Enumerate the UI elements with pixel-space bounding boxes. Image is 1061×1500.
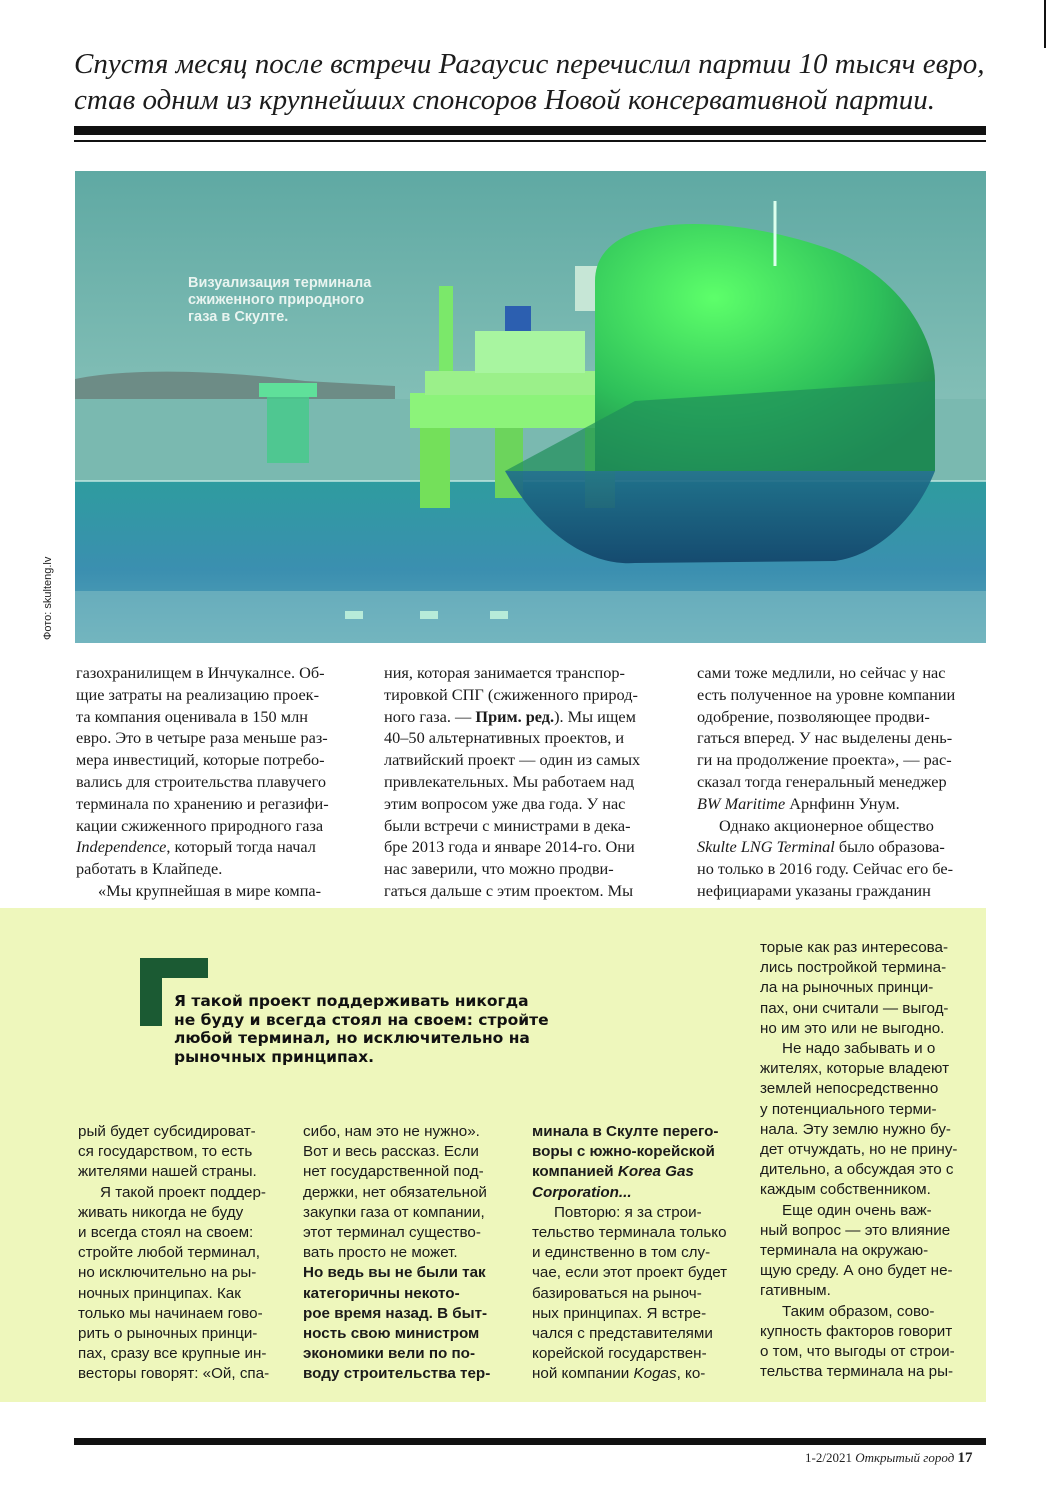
question-line: рое время назад. В быт- [303, 1304, 488, 1322]
article-column-3 [697, 662, 955, 902]
vessel-name: Independence [76, 837, 167, 857]
text-line: BW Maritime Арнфинн Унум. [697, 793, 900, 813]
text-line: тельства терминала на ры- [760, 1363, 954, 1381]
text-line: каждым собственником. [760, 1181, 931, 1199]
text-line: Еще один очень важ- [782, 1201, 932, 1219]
text-line: мера инвестиций, которые потребо- [76, 750, 325, 770]
text-line: Не надо забывать и о [782, 1040, 936, 1058]
text-line: ных принципах. Я встре- [532, 1304, 707, 1322]
text-line: только мы начинаем гово- [78, 1304, 263, 1322]
text-line: Вот и весь рассказ. Если [303, 1143, 479, 1161]
text-line: этим вопросом уже два года. У нас [384, 793, 626, 813]
question-line: минала в Скулте перего- [532, 1123, 719, 1140]
text-line: весторы говорят: «Ой, спа- [78, 1365, 270, 1383]
text-line: но исключительно на ры- [78, 1264, 257, 1282]
text-line: лись постройкой термина- [760, 959, 947, 977]
text-line: но только в 2016 году. Сейчас его бе- [697, 859, 953, 879]
photo-caption-line: Визуализация терминала [188, 275, 372, 291]
text-line: ги на продолжение проекта», — рас- [697, 750, 952, 770]
text-line: та компания оценивала в 150 млн [76, 706, 308, 726]
text-line: ной компании Kogas, ко- [532, 1365, 706, 1383]
question-line: экономики вели по по- [303, 1345, 476, 1363]
text-line: были встречи с министрами в дека- [384, 815, 631, 835]
pullquote-line: став одним из крупнейших спонсоров Новой консервативной партии. [74, 84, 936, 116]
question-line: категоричны некото- [303, 1284, 460, 1302]
text-line: живать никогда не буду [78, 1203, 244, 1221]
text-line: тельство терминала только [532, 1224, 727, 1242]
box-column-2 [303, 1122, 490, 1385]
text-line: ся государством, то есть [78, 1143, 253, 1161]
text-line: рить о рыночных принци- [78, 1325, 258, 1343]
text-line: базироваться на рыноч- [532, 1284, 702, 1302]
text-line: ного газа. — Прим. ред.). Мы ищем [384, 706, 636, 726]
text-line: сами тоже медлили, но сейчас у нас [697, 663, 946, 682]
text-line: щие затраты на реализацию проек- [76, 684, 320, 704]
question-line: Но ведь вы не были так [303, 1264, 486, 1282]
text-line: вать просто не может. [303, 1244, 458, 1262]
text-line: работать в Клайпеде. [76, 859, 223, 879]
text-line: бре 2013 года и январе 2014-го. Они [384, 837, 635, 857]
text-line: пах, сразу все крупные ин- [78, 1345, 267, 1363]
text-line: щую среду. А оно будет не- [760, 1262, 953, 1280]
company-name: Kogas [633, 1365, 677, 1383]
text-line: и единственно в том слу- [532, 1244, 711, 1262]
text-line: сказал тогда генеральный менеджер [697, 771, 947, 791]
text-line: жителями нашей страны. [78, 1163, 257, 1181]
text-line: стройте любой терминал, [78, 1244, 260, 1262]
page-footer [805, 1450, 973, 1467]
page-number: 17 [957, 1450, 973, 1466]
text-line: пах, они считали — выгод- [760, 999, 949, 1017]
divider-thick [74, 126, 986, 135]
text-line: корейской государствен- [532, 1345, 707, 1363]
text-line: жителях, которые владеют [760, 1060, 950, 1078]
text-line: ла на рыночных принци- [760, 979, 934, 997]
box-quote-line: рыночных принципах. [174, 1047, 375, 1066]
text-line: терминала на окружаю- [760, 1242, 929, 1260]
issue-number: 1-2/2021 [805, 1450, 852, 1465]
article-column-1 [76, 662, 329, 902]
page-edge-rule [1044, 0, 1046, 48]
text-line: вались для строительства плавучего [76, 771, 327, 791]
text-line: Однако акционерное общество [719, 815, 934, 835]
text-line: кации сжиженного природного газа [76, 815, 324, 835]
company-name: BW Maritime [697, 793, 786, 813]
text-line: закупки газа от компании, [303, 1203, 485, 1221]
text-line: привлекательных. Мы работаем над [384, 771, 635, 791]
article-column-2 [384, 662, 640, 902]
text-line: чае, если этот проект будет [532, 1264, 728, 1282]
text-line: Independence, который тогда начал [76, 837, 316, 857]
text-line: но им это или не выгодно. [760, 1019, 945, 1037]
text-line: ночных принципах. Как [78, 1284, 241, 1302]
photo-caption-line: сжиженного природного [188, 292, 365, 308]
pullquote-line: Спустя месяц после встречи Рагаусис перечислил партии 10 тысяч евро, [74, 48, 985, 80]
text-line: держки, нет обязательной [303, 1183, 487, 1201]
text-line: гаться вперед. У нас выделены день- [697, 728, 953, 748]
question-line: воду строительства тер- [303, 1365, 491, 1383]
box-quote-line: Я такой проект поддерживать никогда [174, 992, 529, 1010]
photo-illustration [75, 171, 986, 643]
company-name: Skulte LNG Terminal [697, 837, 835, 857]
text-line: ный вопрос — это влияние [760, 1221, 951, 1239]
box-quote-line: любой терминал, но исключительно на [174, 1029, 530, 1047]
photo-caption-line: газа в Скулте. [188, 309, 289, 325]
question-line: компанией Korea Gas [532, 1163, 694, 1181]
text-line: нет государственной под- [303, 1163, 484, 1181]
text-line: терминала по хранению и регазифи- [76, 793, 329, 813]
text-line: гативным. [760, 1282, 831, 1300]
magazine-name: Открытый город [855, 1450, 955, 1465]
text-line: и всегда стоял на своем: [78, 1224, 254, 1242]
text-line: евро. Это в четыре раза меньше раз- [76, 728, 328, 748]
box-column-1 [78, 1122, 269, 1385]
box-pullquote [174, 992, 549, 1066]
text-line: о том, что выгоды от строи- [760, 1343, 955, 1361]
text-line: газохранилищем в Инчукалнсе. Об- [76, 663, 325, 682]
text-line: Повторю: я за строи- [554, 1203, 702, 1221]
top-pullquote [74, 46, 994, 118]
text-line: Таким образом, сово- [782, 1302, 935, 1320]
box-quote-line: не буду и всегда стоял на своем: стройте [174, 1010, 549, 1029]
divider-thin [74, 140, 986, 142]
question-line: ность свою министром [303, 1325, 480, 1343]
text-line: одобрение, позволяющее продви- [697, 706, 930, 726]
company-name: Korea Gas [617, 1163, 694, 1181]
text-line: Skulte LNG Terminal было образова- [697, 837, 945, 857]
text-line: чался с представителями [532, 1325, 713, 1343]
text-line: нефициарами указаны гражданин [697, 880, 931, 900]
photo-caption [188, 275, 371, 326]
photo-credit: Фото: skulteng.lv [42, 556, 54, 640]
text-line: этот терминал существо- [303, 1224, 481, 1242]
text-line: ния, которая занимается транспор- [384, 663, 625, 682]
text-line: рый будет субсидироват- [78, 1123, 256, 1140]
lng-terminal-photo [75, 171, 986, 643]
text-line: тировкой СПГ (сжиженного природ- [384, 684, 638, 704]
text-line: дет отчуждать, но не прину- [760, 1141, 958, 1159]
footer-rule [74, 1438, 986, 1445]
text-line: гаться дальше с этим проектом. Мы [384, 880, 634, 900]
box-column-3 [532, 1122, 727, 1385]
text-line: купность факторов говорит [760, 1322, 953, 1340]
text-line: латвийский проект — один из самых [384, 750, 641, 770]
text-line: у потенциального терми- [760, 1100, 937, 1118]
text-line: есть полученное на уровне компании [697, 684, 956, 704]
text-line: землей непосредственно [760, 1080, 939, 1098]
text-line: сибо, нам это не нужно». [303, 1123, 480, 1140]
text-line: Я такой проект поддер- [100, 1183, 266, 1201]
text-line: нала. Эту землю нужно бу- [760, 1120, 951, 1138]
question-line: Corporation... [532, 1183, 632, 1201]
text-line: дительно, а обсуждая это с [760, 1161, 954, 1179]
text-line: торые как раз интересова- [760, 939, 949, 956]
editor-note: Прим. ред. [475, 706, 555, 726]
text-line: 40–50 альтернативных проектов, и [384, 728, 625, 748]
box-column-4 [760, 938, 957, 1382]
text-line: нас заверили, что можно продви- [384, 859, 614, 879]
question-line: воры с южно-корейской [532, 1143, 715, 1161]
text-line: «Мы крупнейшая в мире компа- [98, 880, 322, 900]
